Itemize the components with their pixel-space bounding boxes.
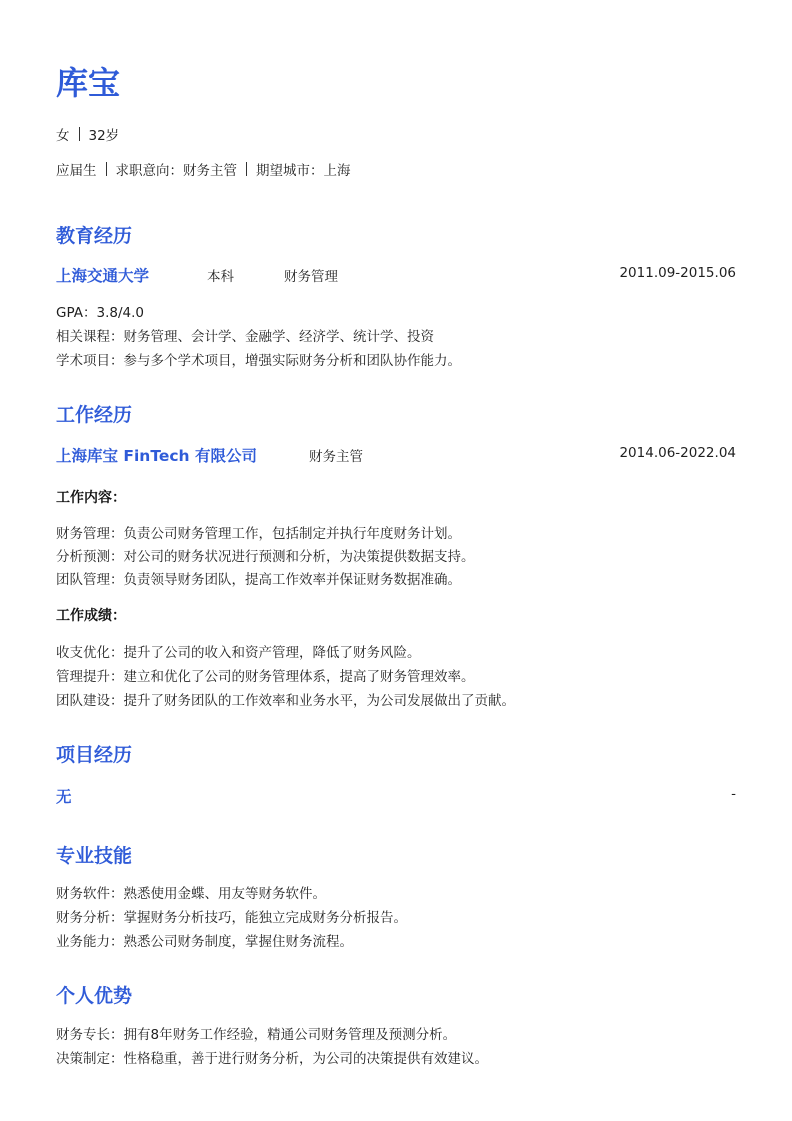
skill-line: 财务软件：熟悉使用金蝶、用友等财务软件。: [56, 886, 326, 902]
education-line: 相关课程：财务管理、会计学、金融学、经济学、统计学、投资: [56, 329, 434, 345]
work-result-line: 管理提升：建立和优化了公司的财务管理体系，提高了财务管理效率。: [56, 669, 475, 685]
strength-line: 决策制定：性格稳重，善于进行财务分析，为公司的决策提供有效建议。: [56, 1051, 488, 1067]
work-entry-header: [56, 444, 736, 466]
work-result-line: 收支优化：提升了公司的收入和资产管理，降低了财务风险。: [56, 645, 421, 661]
section-title-skills: 专业技能: [56, 845, 133, 867]
candidate-name: 库宝: [56, 64, 121, 102]
section-title-strengths: 个人优势: [56, 985, 133, 1007]
job-intention-info: [56, 159, 351, 179]
work-content-line: 财务管理：负责公司财务管理工作，包括制定并执行年度财务计划。: [56, 526, 461, 542]
divider: [246, 162, 247, 176]
section-title-work: 工作经历: [56, 404, 133, 426]
position: 财务主管: [309, 449, 363, 465]
work-content-line: 分析预测：对公司的财务状况进行预测和分析，为决策提供数据支持。: [56, 549, 475, 565]
strength-line: 财务专长：拥有8年财务工作经验，精通公司财务管理及预测分析。: [56, 1027, 457, 1043]
expected-city: 期望城市：上海: [256, 163, 351, 179]
project-date: -: [731, 786, 736, 802]
education-date: 2011.09-2015.06: [619, 265, 736, 281]
work-result-line: 团队建设：提升了财务团队的工作效率和业务水平，为公司发展做出了贡献。: [56, 693, 515, 709]
skill-line: 财务分析：掌握财务分析技巧，能独立完成财务分析报告。: [56, 910, 407, 926]
work-content-line: 团队管理：负责领导财务团队，提高工作效率并保证财务数据准确。: [56, 572, 461, 588]
work-results-heading: 工作成绩：: [56, 608, 126, 624]
major: 财务管理: [284, 269, 338, 285]
work-content-heading: 工作内容：: [56, 490, 126, 506]
school-name: 上海交通大学: [56, 267, 150, 285]
section-title-education: 教育经历: [56, 225, 133, 247]
age: 32岁: [88, 128, 120, 144]
basic-info: [56, 124, 119, 144]
education-line: 学术项目：参与多个学术项目，增强实际财务分析和团队协作能力。: [56, 353, 461, 369]
project-name: 无: [56, 788, 72, 806]
skill-line: 业务能力：熟悉公司财务制度，掌握住财务流程。: [56, 934, 353, 950]
divider: [79, 127, 80, 141]
education-line: GPA：3.8/4.0: [56, 305, 144, 321]
work-date: 2014.06-2022.04: [619, 445, 736, 461]
job-intention: 求职意向：财务主管: [115, 163, 237, 179]
project-entry-header: [56, 785, 736, 807]
status: 应届生: [56, 163, 97, 179]
education-entry-header: [56, 264, 736, 286]
divider: [106, 162, 107, 176]
section-title-projects: 项目经历: [56, 744, 133, 766]
company-name: 上海库宝 FinTech 有限公司: [56, 447, 257, 465]
degree: 本科: [207, 269, 234, 285]
gender: 女: [56, 128, 70, 144]
